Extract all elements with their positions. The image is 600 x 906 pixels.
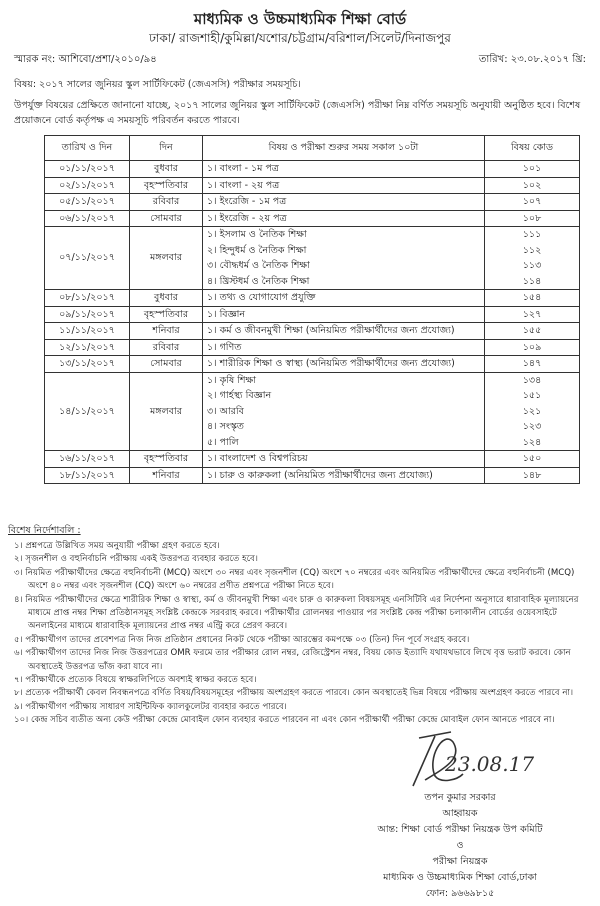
exam-date: ০৯/১১/২০১৭ — [45, 306, 130, 323]
subject-code: ১০৯ — [522, 341, 542, 353]
exam-subjects — [203, 323, 485, 340]
table-row — [45, 323, 580, 340]
exam-date: ১৩/১১/২০১৭ — [45, 356, 130, 373]
subject-code: ১২৩ — [522, 421, 542, 432]
table-row — [45, 467, 580, 484]
subject-code: ১৫৫ — [522, 325, 542, 336]
note-item: ৪। নিয়মিত পরীক্ষার্থীদের ক্ষেত্রে শারীরিক শিক্ষা ও স্বাস্থ্য, কর্ম ও জীবনমুখী শিক্ষা এবং চারু ও কারুকলা বিষয়সমূহ এনসিটিবি এর নির্দেশনা অনুসারে ধারাবাহিক মূল্যায়নের মাধ্যমে প্রাপ্ত নম্বর শিক্ষা প্রতিষ্ঠানসমূহ সংশ্লিষ্ট কেন্দ্রকে সরবরাহ করবে। পরীক্ষার্থীর রোলনম্বর পাওয়ার পর সংশ্লিষ্ট কেন্দ্র পরীক্ষা চলাকালীন বোর্ডের ওয়েবসাইটে অনলাইনের মাধ্যমে ধারাবাহিক মূল্যায়নের প্রাপ্ত নম্বর এন্ট্রি করে প্রেরণ করবে। — [14, 594, 579, 632]
table-row — [45, 372, 580, 451]
exam-subjects — [203, 290, 485, 307]
header-day: দিন — [130, 136, 203, 161]
note-item: ৮। প্রত্যেক পরীক্ষার্থী কেবল নিবন্ধনপত্রে বর্ণিত বিষয়/বিষয়সমূহের পরীক্ষায় অংশগ্রহণ করতে পারবে। কোন অবস্থাতেই ভিন্ন বিষয়ে পরীক্ষায় অংশগ্রহণ করতে পারবে না। — [14, 688, 574, 699]
exam-subjects — [203, 451, 485, 468]
subject-code: ১১৪ — [522, 275, 542, 287]
exam-subjects — [203, 339, 485, 356]
subject-name: ৩। আরবি — [207, 405, 244, 417]
exam-date: ০২/১১/২০১৭ — [45, 177, 130, 194]
notes-list — [14, 540, 584, 728]
subject-name: ৫। পালি — [207, 436, 239, 448]
subject-code: ১১২ — [522, 244, 542, 256]
subject-code: ১৪৭ — [522, 358, 542, 369]
subject-name: ১। ইসলাম ও নৈতিক শিক্ষা — [207, 229, 307, 240]
note-item: ৭। পরীক্ষার্থীকে প্রত্যেক বিষয়ে স্বাক্ষরলিপিতে অবশ্যই স্বাক্ষর করতে হবে। — [14, 675, 257, 686]
signatory-title: পরীক্ষা নিয়ন্ত্রক — [432, 856, 488, 867]
exam-date: ০৭/১১/২০১৭ — [45, 227, 130, 290]
exam-day: রবিবার — [130, 194, 203, 211]
table-row — [45, 194, 580, 211]
exam-date: ১৬/১১/২০১৭ — [45, 451, 130, 468]
subject-name: ২। হিন্দুধর্ম ও নৈতিক শিক্ষা — [207, 244, 307, 256]
subject-codes — [485, 339, 580, 356]
table-row — [45, 227, 580, 290]
subject-codes — [485, 323, 580, 340]
subject-name: ১। শারীরিক শিক্ষা ও স্বাস্থ্য (অনিয়মিত পরীক্ষার্থীদের জন্য প্রযোজ্য) — [207, 358, 455, 369]
exam-subjects — [203, 372, 485, 451]
table-row — [45, 451, 580, 468]
signature-date: 23.08.17 — [445, 752, 535, 776]
exam-subjects — [203, 161, 485, 178]
subject-code: ১০৭ — [522, 196, 542, 207]
subject-code: ১০২ — [522, 179, 542, 191]
table-row — [45, 177, 580, 194]
exam-date: ০৬/১১/২০১৭ — [45, 210, 130, 227]
subject-codes — [485, 227, 580, 290]
subject-code: ১০১ — [522, 163, 542, 174]
subject-name: ১। কৃষি শিক্ষা — [207, 374, 256, 386]
memo-number: স্মারক নং: আশিবো/প্রশা/২০১০/৯৪ — [14, 54, 157, 65]
subject-name: ৪। খ্রিস্টধর্ম ও নৈতিক শিক্ষা — [207, 275, 310, 287]
subject-name: ১। ইংরেজি - ১ম পত্র — [207, 196, 287, 207]
exam-subjects — [203, 177, 485, 194]
exam-subjects — [203, 467, 485, 484]
table-row — [45, 306, 580, 323]
exam-subjects — [203, 306, 485, 323]
subject-name: ১। তথ্য ও যোগাযোগ প্রযুক্তি — [207, 292, 316, 303]
exam-day: সোমবার — [130, 356, 203, 373]
exam-day: মঙ্গলবার — [130, 372, 203, 451]
table-row — [45, 161, 580, 178]
signatory-and: ও — [456, 840, 464, 851]
signatory-office: মাধ্যমিক ও উচ্চমাধ্যমিক শিক্ষা বোর্ড,ঢাকা — [383, 872, 537, 883]
document-date: তারিখ: ২৩.০৮.২০১৭ খ্রি: — [478, 54, 586, 65]
note-item: ১। প্রশ্নপত্রে উল্লিখিত সময় অনুযায়ী পরীক্ষা গ্রহণ করতে হবে। — [14, 541, 220, 551]
subject-line: বিষয়: ২০১৭ সালের জুনিয়র স্কুল সার্টিফিকেট (জেএসসি) পরীক্ষার সময়সূচি। — [14, 79, 301, 90]
subject-code: ১২৭ — [522, 308, 542, 320]
subject-codes — [485, 210, 580, 227]
signatory-name: তপন কুমার সরকার — [424, 792, 496, 803]
exam-day: বুধবার — [130, 290, 203, 307]
header-subject: বিষয় ও পরীক্ষা শুরুর সময় সকাল ১০টা — [203, 136, 485, 161]
subject-codes — [485, 451, 580, 468]
table-row — [45, 356, 580, 373]
subject-name: ১। বিজ্ঞান — [207, 308, 246, 320]
signatory-committee: আন্ত: শিক্ষা বোর্ড পরীক্ষা নিয়ন্ত্রক উপ কমিটি — [377, 824, 543, 835]
exam-date: ১৮/১১/২০১৭ — [45, 467, 130, 484]
exam-day: সোমবার — [130, 210, 203, 227]
exam-schedule-table — [44, 135, 580, 484]
subject-name: ৩। বৌদ্ধধর্ম ও নৈতিক শিক্ষা — [207, 260, 310, 271]
board-title: মাধ্যমিক ও উচ্চমাধ্যমিক শিক্ষা বোর্ড — [193, 10, 407, 28]
subject-name: ১। চারু ও কারুকলা (অনিয়মিত পরীক্ষার্থীদের জন্য প্রযোজ্য) — [207, 469, 433, 481]
subject-codes — [485, 372, 580, 451]
subject-codes — [485, 161, 580, 178]
exam-subjects — [203, 356, 485, 373]
subject-codes — [485, 290, 580, 307]
subject-codes — [485, 177, 580, 194]
exam-date: ০৫/১১/২০১৭ — [45, 194, 130, 211]
subject-name: ১। বাংলাদেশ ও বিশ্বপরিচয় — [207, 453, 308, 464]
subject-name: ১। গণিত — [207, 341, 242, 353]
header-code: বিষয় কোড — [485, 136, 580, 161]
exam-day: শনিবার — [130, 323, 203, 340]
subject-name: ১। বাংলা - ২য় পত্র — [207, 179, 280, 191]
board-list: ঢাকা/ রাজশাহী/কুমিল্লা/যশোর/চট্টগ্রাম/বরিশাল/সিলেট/দিনাজপুর — [149, 31, 451, 45]
note-item: ৯। পরীক্ষার্থীগণ পরীক্ষায় সাধারণ সাইন্টিফিক ক্যালকুলেটর ব্যবহার করতে পারবে। — [14, 701, 287, 712]
subject-code: ১১৩ — [522, 260, 542, 271]
subject-name: ১। কর্ম ও জীবনমুখী শিক্ষা (অনিয়মিত পরীক্ষার্থীদের জন্য প্রযোজ্য) — [207, 325, 455, 336]
table-header-row — [45, 136, 580, 161]
subject-code: ১২৪ — [522, 436, 542, 448]
exam-day: মঙ্গলবার — [130, 227, 203, 290]
table-row — [45, 290, 580, 307]
subject-codes — [485, 194, 580, 211]
subject-code: ১৩৪ — [522, 374, 542, 386]
subject-code: ১৫০ — [522, 453, 542, 464]
exam-date: ১৪/১১/২০১৭ — [45, 372, 130, 451]
subject-name: ১। ইংরেজি - ২য় পত্র — [207, 212, 287, 224]
subject-code: ১১১ — [522, 229, 542, 240]
subject-code: ১৫১ — [522, 390, 542, 401]
note-item: ৩। নিয়মিত পরীক্ষার্থীদের ক্ষেত্রে বহুনির্বাচনী (MCQ) অংশে ৩০ নম্বর এবং সৃজনশীল (CQ) অংশে ৭০ নম্বরের এবং অনিয়মিত পরীক্ষার্থীদের ক্ষেত্রে বহুনির্বাচনী (MCQ) অংশে ৪০ নম্বর এবং সৃজনশীল (CQ) অংশে ৬০ নম্বরের প্রণীত প্রশ্নপত্রে পরীক্ষা নিতে হবে। — [14, 567, 575, 592]
notes-heading: বিশেষ নির্দেশাবলি : — [8, 525, 81, 536]
exam-day: বৃহস্পতিবার — [130, 177, 203, 194]
signatory-role: আহ্বায়ক — [442, 808, 478, 819]
exam-day: রবিবার — [130, 339, 203, 356]
table-row — [45, 210, 580, 227]
subject-name: ১। বাংলা - ১ম পত্র — [207, 163, 279, 174]
exam-day: বৃহস্পতিবার — [130, 451, 203, 468]
exam-subjects — [203, 210, 485, 227]
subject-name: ৪। সংস্কৃত — [207, 421, 244, 432]
exam-day: বৃহস্পতিবার — [130, 306, 203, 323]
subject-code: ১৫৪ — [522, 292, 542, 303]
note-item: ৬। পরীক্ষার্থীগণ তাদের নিজ নিজ উত্তরপত্রের OMR ফরমে তার পরীক্ষার রোল নম্বর, রেজিস্ট্রেশন নম্বর, বিষয় কোড ইত্যাদি যথাযথভাবে লিখে বৃত্ত ভরাট করবে। কোন অবস্থাতেই উত্তরপত্র ভাঁজ করা যাবে না। — [14, 648, 571, 672]
note-item: ২। সৃজনশীল ও বহুনির্বাচনি পরীক্ষায় একই উত্তরপত্র ব্যবহার করতে হবে। — [14, 554, 258, 565]
subject-codes — [485, 356, 580, 373]
signature-block — [340, 790, 580, 902]
exam-date: ১২/১১/২০১৭ — [45, 339, 130, 356]
intro-paragraph: উপর্যুক্ত বিষয়ের প্রেক্ষিতে জানানো যাচ্ছে, ২০১৭ সালের জুনিয়র স্কুল সার্টিফিকেট (জেএসসি) পরীক্ষা নিম্ন বর্ণিত সময়সূচি অনুযায়ী অনুষ্ঠিত হবে। বিশেষ প্রয়োজনে বোর্ড কর্তৃপক্ষ এ সময়সূচি পরিবর্তন করতে পারবে। — [14, 100, 581, 126]
subject-codes — [485, 467, 580, 484]
exam-date: ০৮/১১/২০১৭ — [45, 290, 130, 307]
exam-subjects — [203, 227, 485, 290]
table-row — [45, 339, 580, 356]
note-item: ৫। পরীক্ষার্থীগণ তাদের প্রবেশপত্র নিজ নিজ প্রতিষ্ঠান প্রধানের নিকট থেকে পরীক্ষা আরম্ভের কমপক্ষে ০৩ (তিন) দিন পূর্বে সংগ্রহ করবে। — [14, 634, 470, 645]
subject-codes — [485, 306, 580, 323]
exam-subjects — [203, 194, 485, 211]
note-item: ১০। কেন্দ্র সচিব ব্যতীত অন্য কেউ পরীক্ষা কেন্দ্রে মোবাইল ফোন ব্যবহার করতে পারবেন না এবং কোন পরীক্ষার্থী পরীক্ষা কেন্দ্রে মোবাইল ফোন আনতে পারবে না। — [14, 715, 555, 726]
signatory-phone: ফোন: ৯৬৬৯৮১৫ — [425, 888, 495, 899]
exam-day: বুধবার — [130, 161, 203, 178]
subject-name: ২। গার্হস্থ্য বিজ্ঞান — [207, 390, 272, 401]
subject-code: ১০৮ — [522, 212, 542, 224]
subject-code: ১৪৮ — [522, 469, 542, 481]
exam-date: ১১/১১/২০১৭ — [45, 323, 130, 340]
header-date: তারিখ ও দিন — [45, 136, 130, 161]
exam-date: ০১/১১/২০১৭ — [45, 161, 130, 178]
subject-code: ১২১ — [522, 405, 542, 417]
exam-day: শনিবার — [130, 467, 203, 484]
